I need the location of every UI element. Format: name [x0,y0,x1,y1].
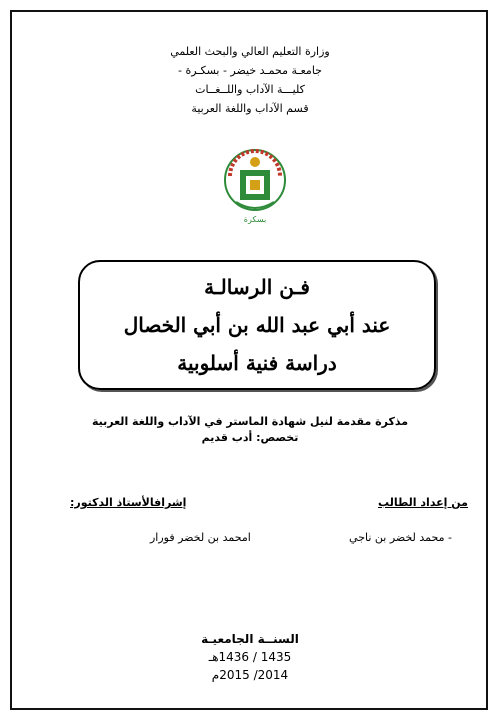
university-seal-icon [222,140,288,226]
thesis-title-line-3: دراسة فنية أسلوبية [177,351,337,375]
memo-specialty: تخصص: أدب قديم [201,431,299,444]
supervisor-name: امحمد بن لخضر فورار [150,531,251,544]
faculty-name: كليـــة الآداب واللــغــات [195,83,305,96]
memo-description [0,414,500,446]
student-heading: من إعداد الطالب [378,496,468,509]
student-name: - محمد لخضر بن ناجي [349,531,452,544]
thesis-title-line-1: فـن الرسالـة [204,275,310,299]
logo-caption: بسكرة [243,215,267,224]
university-name: جامعـة محمـد خيضر - بسكـرة - [178,64,322,77]
gregorian-year: 2014/ 2015م [211,668,289,682]
department-name: قسم الآداب واللغة العربية [191,102,309,115]
academic-year [0,630,500,684]
academic-year-label: السنــة الجامعيـة [201,632,299,646]
institution-header [0,42,500,118]
hijri-year: 1435 / 1436هـ [208,650,292,664]
thesis-title-line-2: عند أبي عبد الله بن أبي الخصال [123,313,391,337]
thesis-title-box [78,260,436,390]
memo-degree: مذكرة مقدمة لنيل شهادة الماستر في الآداب واللغة العربية [91,415,409,428]
ministry-name: وزارة التعليم العالي والبحث العلمي [170,45,330,58]
supervisor-heading: إشرافالأستاذ الدكتور: [70,496,187,509]
